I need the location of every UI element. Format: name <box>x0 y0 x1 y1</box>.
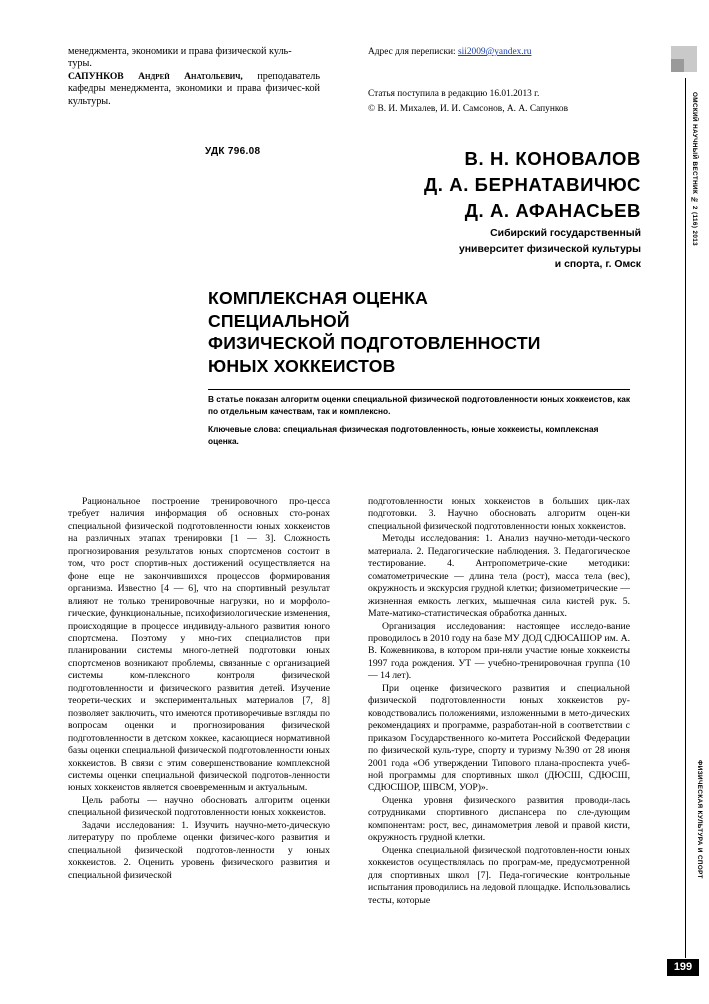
title-line-1: КОМПЛЕКСНАЯ ОЦЕНКА <box>208 288 428 308</box>
body-paragraph: Методы исследования: 1. Анализ научно-методи-ческого материала. 2. Педагогические наблюдения. 3. Педагогическое тестирование. 4. Антропометриче-ские методики: соматометрические — длина тела (рост), масса тела (вес), окружность и экскурсия грудной клетки; физиометрические — жизненная емкость легких, мышечная сила кистей рук. 5. Мате-матико-статистическая обработка данных. <box>368 533 630 620</box>
journal-header-vertical-wrap <box>691 92 703 292</box>
journal-section-vertical: ФИЗИЧЕСКАЯ КУЛЬТУРА И СПОРТ <box>696 760 703 879</box>
author-3: Д. А. АФАНАСЬЕВ <box>464 200 641 221</box>
udc-code: УДК 796.08 <box>205 146 261 157</box>
correspondence-line <box>368 46 630 58</box>
tail-author-block <box>68 71 320 108</box>
body-column-right <box>368 496 630 907</box>
tail-line-2: туры. <box>68 58 92 70</box>
body-paragraph: Цель работы — научно обосновать алгоритм оценки специальной физической подготовленности юных хоккеистов. <box>68 794 330 819</box>
title-line-2: СПЕЦИАЛЬНОЙ <box>208 310 350 331</box>
abstract-block <box>208 394 630 454</box>
title-divider <box>208 389 630 390</box>
correspondence-label: Адрес для переписки: <box>368 47 458 57</box>
abstract-keywords: Ключевые слова: специальная физическая подготовленность, юные хоккеисты, комплексная оценка. <box>208 424 599 446</box>
correspondence-email-link[interactable]: sii2009@yandex.ru <box>457 47 532 57</box>
copyright-line: © В. И. Михалев, И. И. Самсонов, А. А. Сапунков <box>368 104 569 115</box>
vertical-rule <box>685 78 686 958</box>
correspondence-block <box>368 46 630 116</box>
body-column-left <box>68 496 330 882</box>
title-line-4: ЮНЫХ ХОККЕИСТОВ <box>208 355 396 376</box>
author-2: Д. А. БЕРНАТАВИЧЮС <box>423 174 641 195</box>
affiliation-line-3: и спорта, г. Омск <box>554 259 641 270</box>
title-line-3: ФИЗИЧЕСКОЙ ПОДГОТОВЛЕННОСТИ <box>208 333 541 353</box>
tail-author-name: САПУНКОВ Андрей Анатольевич, <box>68 70 243 82</box>
affiliation-line-1: Сибирский государственный <box>490 228 641 239</box>
previous-article-tail <box>68 46 320 108</box>
body-paragraph: При оценке физического развития и специальной физической подготовленности юных хоккеистов ру-ководствовались положениями, изложенными в мето-дических рекомендациях и программе, разработан-ной в соответствии с приказом Государственного ко-митета Российской Федерации по физической куль-туре, спорту и туризму №390 от 28 июня 2001 года «Об утверждении Типового плана-проспекта учеб-ной программы для спортивных школ (ДЮСШ, СДЮСШ, СДЮСШОР, ШВСМ, УОР)». <box>368 682 630 794</box>
body-paragraph: Оценка специальной физической подготовлен-ности юных хоккеистов осуществлялась по програм-ме, предусмотренной для спортивных школ [7]. Педа-гогические контрольные испытания проводились на ледовой площадке. Использовались тесты, которые <box>368 844 630 906</box>
received-date: Статья поступила в редакцию 16.01.2013 г. <box>368 89 540 100</box>
decorative-square-dark <box>671 59 684 72</box>
body-paragraph: Оценка уровня физического развития проводи-лась сотрудниками спортивного диспансера по сле-дующим компонентам: рост, вес, динамометрия левой и правой кисти, окружность грудной клетки. <box>368 794 630 844</box>
body-paragraph: Организация исследования: настоящее исследо-вание проводилось в 2010 году на базе МУ ДОД СДЮСАШОР им. А. В. Кожевникова, в котором при-няли участие юные хоккеисты 1997 года рождения. УТ — учебно-тренировочная группа (10 — 14 лет). <box>368 620 630 682</box>
affiliation <box>221 226 641 273</box>
body-paragraph: Рациональное построение тренировочного про-цесса требует наличия информация об основных сто-ронах специальной физической подготовленности юных хоккеистов на различных этапах тренировки [1 — 3]. Сложность прогнозирования результатов юных спортсменов состоит в том, что рост спортив-ных достижений осуществляется на фоне еще не закончившихся процессов формирования организма. Известно [4 — 6], что на спортивный результат влияют не только тренировочные нагрузки, но и морфоло-гические, функциональные, психофизиологические изменения, происходящие в процессе индивиду-ального развития юного спортсмена. Поэтому у мно-гих специалистов при планировании системы много-летней подготовки юных спортсменов возникают проблемы, связанные с организацией системы ком-плексного контроля физической подготовленности и физического развития детей. Изучение теорети-ческих и экспериментальных материалов [7, 8] позволяет заключить, что имеются противоречивые взгляды по вопросам оценки и прогнозирования физической подготовленности в детском хоккее, касающиеся нормативной базы оценки специальной физической подготовленности юных хоккеистов. В связи с этим совершенствование комплексной системы оценки специальной физической подготов-ленности юных хоккеистов является своевременным и актуальным. <box>68 496 330 794</box>
author-1: В. Н. КОНОВАЛОВ <box>464 148 641 169</box>
tail-author-rest: преподаватель кафедры менеджмента, экономики и права физичес-кой культуры. <box>68 70 320 107</box>
article-title <box>208 287 628 377</box>
journal-title-vertical: ОМСКИЙ НАУЧНЫЙ ВЕСТНИК № 2 (116) 2013 <box>691 92 698 247</box>
body-paragraph: подготовленности юных хоккеистов в больших цик-лах подготовки. 3. Научно обосновать алгоритм оцен-ки специальной физической подготовленности юных хоккеистов. <box>368 496 630 532</box>
abstract-summary: В статье показан алгоритм оценки специальной физической подготовленности юных хоккеистов, как по отдельным качествам, так и комплексно. <box>208 394 631 416</box>
page-number: 199 <box>667 959 699 976</box>
author-list <box>221 146 641 224</box>
tail-line-1: менеджмента, экономики и права физической куль- <box>68 46 292 57</box>
affiliation-line-2: университет физической культуры <box>459 243 641 255</box>
side-strip <box>665 0 709 1004</box>
body-paragraph: Задачи исследования: 1. Изучить научно-мето-дическую литературу по проблеме оценки физичес-кого развития и специальной физической подготов-ленности у юных хоккеистов. 2. Оценить уровень физического развития и специальной физической <box>68 819 330 881</box>
